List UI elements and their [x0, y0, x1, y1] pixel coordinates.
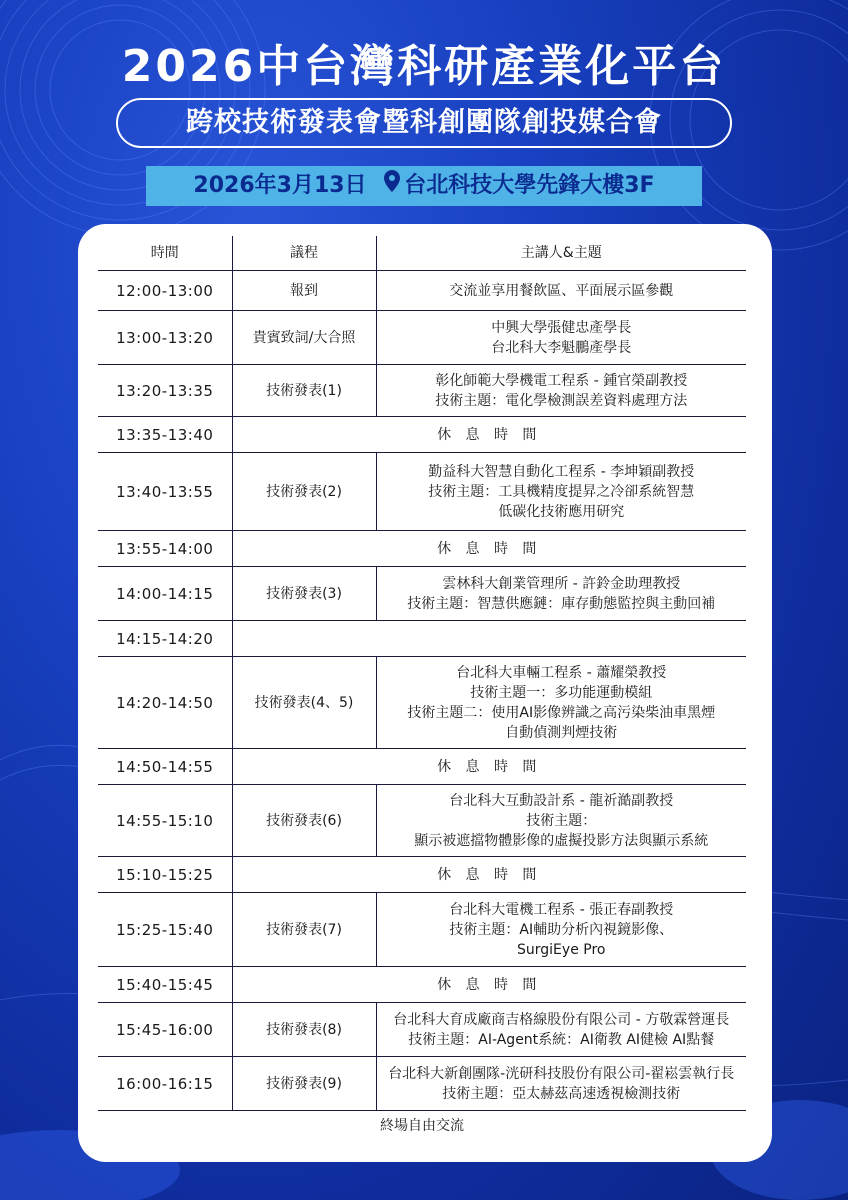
header-agenda: 議程	[232, 236, 376, 271]
table-row	[98, 857, 746, 893]
speaker-line: 技術主題：AI-Agent系統：AI衛教 AI健檢 AI點餐	[408, 1031, 715, 1048]
row-time: 14:55-15:10	[98, 785, 232, 857]
row-time: 14:50-14:55	[98, 749, 232, 785]
row-time: 13:35-13:40	[98, 417, 232, 453]
row-agenda: 技術發表(1)	[232, 365, 376, 417]
table-footer-row	[98, 1111, 746, 1142]
row-agenda: 技術發表(4、5)	[232, 657, 376, 749]
row-time: 13:55-14:00	[98, 531, 232, 567]
row-time: 12:00-13:00	[98, 271, 232, 311]
speaker-line: SurgiEye Pro	[517, 941, 606, 958]
table-row	[98, 567, 746, 621]
row-speaker	[376, 893, 746, 967]
event-location: 台北科技大學先鋒大樓3F	[404, 173, 655, 198]
speaker-line: 技術主題：電化學檢測誤差資料處理方法	[435, 392, 688, 409]
table-row	[98, 967, 746, 1003]
table-row	[98, 311, 746, 365]
event-date: 2026年3月13日	[193, 173, 367, 198]
row-agenda: 技術發表(2)	[232, 453, 376, 531]
row-time: 13:20-13:35	[98, 365, 232, 417]
row-time: 14:20-14:50	[98, 657, 232, 749]
row-speaker	[376, 1057, 746, 1111]
speaker-line: 台北科大車輛工程系 - 蕭耀榮教授	[456, 664, 667, 681]
speaker-line: 台北科大育成廠商吉格線股份有限公司 - 方敬霖營運長	[393, 1011, 730, 1028]
speaker-line: 交流並享用餐飲區、平面展示區參觀	[449, 282, 674, 299]
row-agenda: 貴賓致詞/大合照	[232, 311, 376, 365]
row-time: 14:00-14:15	[98, 567, 232, 621]
table-row	[98, 785, 746, 857]
speaker-line: 台北科大電機工程系 - 張正春副教授	[449, 901, 674, 918]
row-break: 休 息 時 間	[232, 857, 746, 893]
speaker-line: 技術主題：亞太赫茲高速透視檢測技術	[442, 1085, 681, 1102]
row-time: 16:00-16:15	[98, 1057, 232, 1111]
speaker-line: 台北科大互動設計系 - 龍祈澔副教授	[449, 792, 674, 809]
row-time: 15:45-16:00	[98, 1003, 232, 1057]
agenda-table-body	[98, 271, 746, 1142]
row-speaker	[376, 1003, 746, 1057]
row-break: 休 息 時 間	[232, 531, 746, 567]
table-row	[98, 621, 746, 657]
row-speaker	[376, 657, 746, 749]
row-time: 13:40-13:55	[98, 453, 232, 531]
table-row	[98, 657, 746, 749]
table-row	[98, 453, 746, 531]
speaker-line: 台北科大李魁鵬產學長	[491, 339, 632, 356]
speaker-line: 顯示被遮擋物體影像的虛擬投影方法與顯示系統	[414, 832, 709, 849]
table-row	[98, 1057, 746, 1111]
page-title: 2026中台灣科研產業化平台	[121, 41, 727, 92]
agenda-card	[78, 224, 772, 1162]
table-row	[98, 417, 746, 453]
speaker-line: 中興大學張健忠產學長	[491, 319, 632, 336]
table-row	[98, 1003, 746, 1057]
row-agenda: 報到	[232, 271, 376, 311]
date-location-bar	[146, 166, 702, 206]
speaker-line: 雲林科大創業管理所 - 許鈴金助理教授	[442, 575, 681, 592]
speaker-line: 技術主題二：使用AI影像辨識之高污染柴油車黑煙	[407, 704, 716, 721]
row-agenda: 技術發表(8)	[232, 1003, 376, 1057]
row-agenda: 技術發表(6)	[232, 785, 376, 857]
event-subtitle: 跨校技術發表會暨科創團隊創投媒合會	[116, 98, 732, 148]
header-speaker: 主講人&主題	[376, 236, 746, 271]
row-break	[232, 621, 746, 657]
row-speaker	[376, 567, 746, 621]
closing-text: 終場自由交流	[380, 1118, 464, 1134]
table-row	[98, 893, 746, 967]
row-speaker	[376, 365, 746, 417]
row-speaker	[376, 311, 746, 365]
row-time: 15:40-15:45	[98, 967, 232, 1003]
row-speaker	[376, 453, 746, 531]
row-time: 15:25-15:40	[98, 893, 232, 967]
speaker-line: 技術主題一：多功能運動模組	[470, 684, 653, 701]
row-agenda: 技術發表(7)	[232, 893, 376, 967]
row-time: 14:15-14:20	[98, 621, 232, 657]
table-row	[98, 271, 746, 311]
header-time: 時間	[98, 236, 232, 271]
agenda-table	[98, 236, 746, 1141]
table-row	[98, 531, 746, 567]
speaker-line: 技術主題：智慧供應鏈：庫存動態監控與主動回補	[407, 595, 716, 612]
speaker-line: 勤益科大智慧自動化工程系 - 李坤穎副教授	[428, 463, 695, 480]
speaker-line: 技術主題：AI輔助分析內視鏡影像、	[449, 921, 674, 938]
table-row	[98, 365, 746, 417]
row-agenda: 技術發表(9)	[232, 1057, 376, 1111]
speaker-line: 台北科大新創團隊-洸研科技股份有限公司-翟崧雲執行長	[388, 1065, 735, 1082]
row-break: 休 息 時 間	[232, 749, 746, 785]
table-header-row	[98, 236, 746, 271]
row-time: 13:00-13:20	[98, 311, 232, 365]
speaker-line: 低碳化技術應用研究	[498, 503, 625, 520]
speaker-line: 彰化師範大學機電工程系 - 鍾官榮副教授	[435, 372, 688, 389]
map-pin-icon	[384, 166, 400, 206]
row-agenda: 技術發表(3)	[232, 567, 376, 621]
row-time: 15:10-15:25	[98, 857, 232, 893]
row-break: 休 息 時 間	[232, 417, 746, 453]
row-break: 休 息 時 間	[232, 967, 746, 1003]
speaker-line: 技術主題：工具機精度提昇之冷卻系統智慧	[428, 483, 695, 500]
row-speaker	[376, 271, 746, 311]
speaker-line: 自動偵測判煙技術	[505, 724, 618, 741]
table-row	[98, 749, 746, 785]
row-speaker	[376, 785, 746, 857]
speaker-line: 技術主題：	[526, 812, 597, 829]
